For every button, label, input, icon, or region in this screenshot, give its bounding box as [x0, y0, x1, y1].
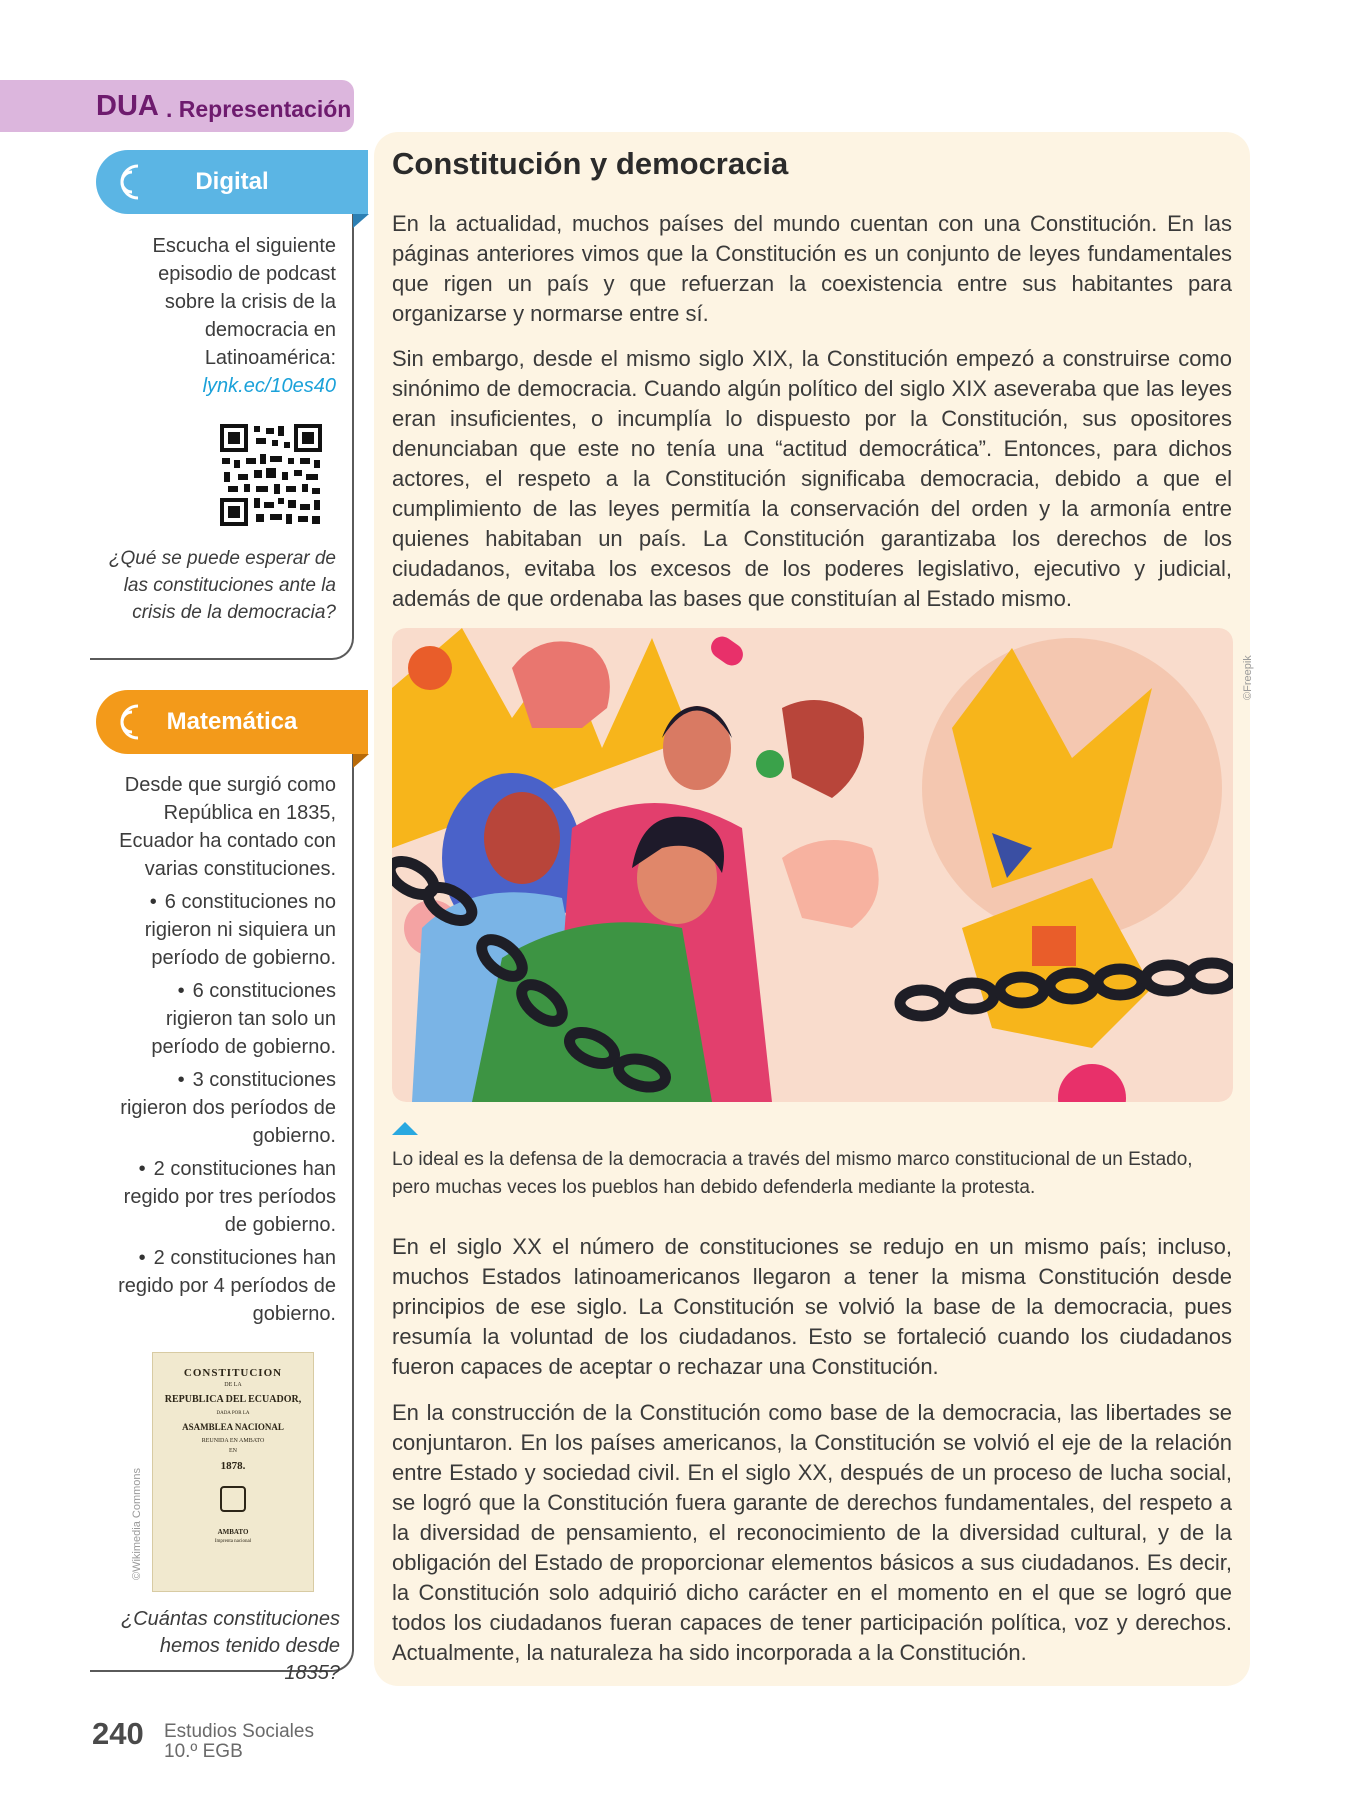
cover-line: REUNIDA EN AMBATO: [201, 1438, 265, 1444]
list-item: • 6 constituciones rigieron tan solo un período de gobierno.: [108, 977, 336, 1061]
cover-line: ASAMBLEA NACIONAL: [182, 1422, 284, 1432]
cover-line: CONSTITUCION: [183, 1367, 283, 1379]
page-number: 240: [92, 1716, 144, 1751]
matematica-title: Matemática: [166, 708, 298, 735]
figure-caption: Lo ideal es la defensa de la democracia a través del mismo marco constitucional de un Estado, pero muchas veces los pueblos han debido defenderla mediante la protesta.: [392, 1149, 1193, 1198]
dua-header-tab: [0, 80, 354, 132]
illustration-credit: ©Freepik: [1242, 655, 1254, 700]
header-fold: [353, 754, 369, 768]
constitution-1878-cover: [152, 1352, 314, 1592]
image-credit: ©Wikimedia Commons: [131, 1467, 143, 1580]
subject-name: Estudios Sociales: [164, 1721, 314, 1742]
digital-question: ¿Qué se puede esperar de las constituciones ante la crisis de la democracia?: [108, 548, 336, 623]
seal-icon: [220, 1486, 246, 1512]
paragraph-intro: En la actualidad, muchos países del mundo cuentan con una Constitución. En las páginas anteriores vimos que la Constitución es un conjunto de leyes fundamentales que rigen un país y que refuerzan la coexistencia entre sus habitantes para organizarse y normarse entre sí.: [392, 211, 1232, 326]
protest-illustration: [392, 628, 1233, 1102]
list-item: • 2 constituciones han regido por 4 períodos de gobierno.: [108, 1244, 336, 1328]
list-item: • 6 constituciones no rigieron ni siquiera un período de gobierno.: [108, 888, 336, 972]
cover-line: Imprenta nacional: [214, 1539, 252, 1544]
dua-subtitle: . Representación: [166, 96, 352, 122]
podcast-description: Escucha el siguiente episodio de podcast sobre la crisis de la democracia en Latinoamérica:: [152, 235, 336, 369]
grade-label: 10.º EGB: [164, 1741, 243, 1762]
digital-title: Digital: [195, 168, 269, 195]
cover-line: 1878.: [220, 1460, 246, 1472]
matematica-question: ¿Cuántas constituciones hemos tenido desde 1835?: [120, 1608, 340, 1684]
matematica-intro: Desde que surgió como República en 1835, Ecuador ha contado con varias constituciones.: [119, 774, 336, 880]
section-title: Constitución y democracia: [392, 146, 789, 181]
list-item: • 2 constituciones han regido por tres períodos de gobierno.: [108, 1155, 336, 1239]
cover-line: DADA POR LA: [216, 1411, 250, 1416]
matematica-header: [96, 690, 368, 754]
cover-line: REPUBLICA DEL ECUADOR,: [164, 1394, 302, 1405]
dua-label: DUA: [96, 90, 159, 122]
constitution-stats-list: [108, 888, 336, 1333]
list-item: • 3 constituciones rigieron dos períodos de gobierno.: [108, 1066, 336, 1150]
podcast-link[interactable]: lynk.ec/10es40: [202, 375, 336, 397]
digital-text: [108, 232, 336, 400]
cover-line: AMBATO: [217, 1528, 249, 1536]
caption-arrow-icon: [392, 1122, 418, 1135]
paragraph-siglo-xx: En el siglo XX el número de constituciones se redujo en un mismo país; incluso, muchos Estados latinoamericanos llegaron a tener la misma Constitución desde principios de ese siglo. La Constitución se volvió la base de la democracia, pues resumía la voluntad de los ciudadanos. Esto se fortaleció cuando los ciudadanos fueron capaces de aceptar o rechazar una Constitución.: [392, 1234, 1232, 1379]
header-fold: [353, 214, 369, 228]
paragraph-construccion: En la construcción de la Constitución como base de la democracia, las libertades se conjuntaron. En los países americanos, la Constitución se volvió el eje de la relación entre Estado y sociedad civil. En el siglo XX, después de un proceso de lucha social, se logró que la Constitución fuera garante de derechos fundamentales, del respeto a la diversidad de pensamiento, el reconocimiento de la diversidad cultural, y de la obligación del Estado de proporcionar elementos básicos a sus ciudadanos. Es decir, la Constitución solo adquirió dicho carácter en el momento en el que se logró que todos los ciudadanos fueran capaces de tener participación política, voz y derechos. Actualmente, la naturaleza ha sido incorporada a la Constitución.: [392, 1400, 1232, 1665]
paragraph-siglo-xix: Sin embargo, desde el mismo siglo XIX, la Constitución empezó a construirse como sinónimo de democracia. Cuando algún político del siglo XIX aseveraba que las leyes eran insuficientes, o incumplía lo dispuesto por la Constitución, sus opositores denunciaban que este no tenía una “actitud democrática”. Entonces, para dichos actores, el respeto a la Constitución significaba democracia, debido a que el cumplimiento de las leyes permitía la conservación del orden y la armonía entre quienes habitaban un país. La Constitución garantizaba los derechos de los ciudadanos, evitaba los excesos de los poderes legislativo, ejecutivo y judicial, además de que ordenaba las bases que constituían al Estado mismo.: [392, 346, 1232, 611]
qr-code-icon[interactable]: [220, 424, 322, 526]
cover-line: DE LA: [224, 1382, 242, 1388]
digital-header: [96, 150, 368, 214]
cover-line: EN: [229, 1448, 237, 1454]
